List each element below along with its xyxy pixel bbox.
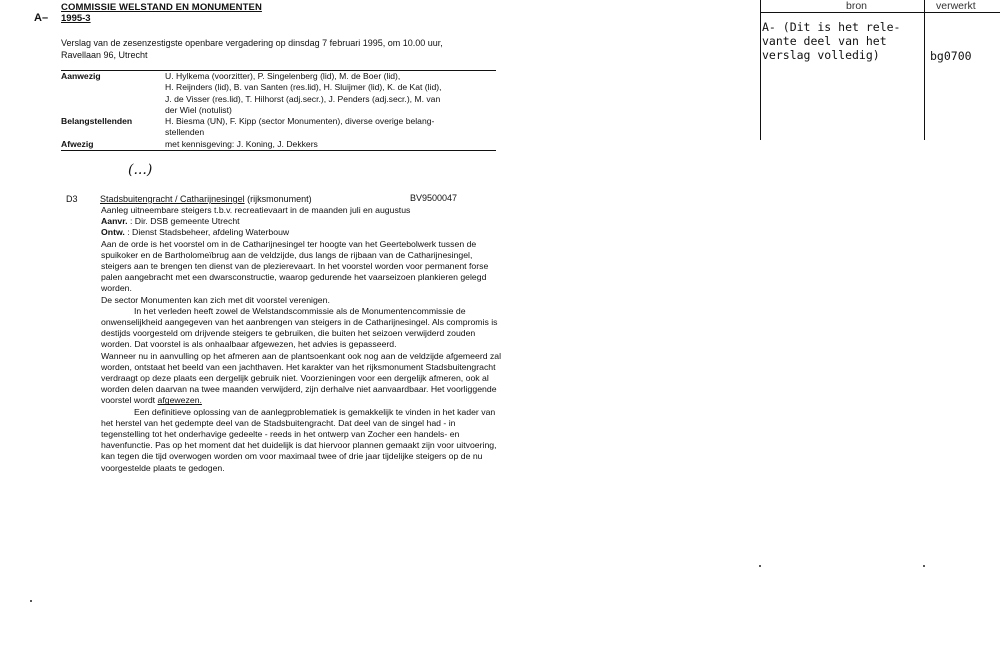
item-code: D3: [66, 194, 78, 204]
absent-line: met kennisgeving: J. Koning, J. Dekkers: [165, 138, 318, 149]
margin-mark: A–: [34, 12, 49, 24]
present-label: Aanwezig: [61, 71, 101, 81]
paragraph-1: Aan de orde is het voorstel om in de Catharijnesingel ter hoogte van het Geertebolwerk tussen de spuikoker en de Bartholomeïbrug aan de veldzijde, dus langs de rijbaan van de Catharijnesingel, steigers aan te brengen ten dienst van de plezierevaart. In het voorstel worden voor permanent forse palen aangebracht met een dwarsconstructie, waarop gedurende het vaarseizoen plankieren gelegd worden.: [101, 238, 489, 294]
column-divider: [924, 0, 925, 140]
absent-list: [165, 139, 496, 150]
item-title-location: Stadsbuitengracht / Catharijnesingel: [100, 194, 245, 204]
attendance-absent-row: [61, 139, 496, 150]
attendance-stakeholders-row: [61, 116, 496, 139]
attendance-present-row: [61, 71, 496, 116]
scan-speck: [923, 565, 925, 567]
source-table: [760, 0, 1000, 140]
scan-speck: [759, 565, 761, 567]
processed-column-header: verwerkt: [936, 0, 976, 12]
applicant-line: [101, 216, 503, 227]
present-line: J. de Visser (res.lid), T. Hilhorst (adj.secr.), J. Penders (adj.secr.), M. van: [165, 93, 441, 104]
report-line-2: Ravellaan 96, Utrecht: [61, 50, 148, 60]
present-list: [165, 71, 496, 116]
designer-value: : Dienst Stadsbeheer, afdeling Waterbouw: [127, 227, 290, 238]
source-cell: A- (Dit is het rele- vante deel van het verslag volledig): [762, 20, 901, 62]
scan-speck: [30, 600, 32, 602]
applicant-label: Aanvr.: [101, 216, 128, 227]
processed-cell: bg0700: [930, 49, 972, 63]
paragraph-5: Een definitieve oplossing van de aanlegproblematiek is gemakkelijk te vinden in het kader van het herstel van het gedempte deel van de Stadsbuitengracht. Dat deel van de singel had - in tegenstelling tot het onderhavige gedeelte - reeds in het ontwerp van Zocher een handels- en havenfunctie. Pas op het moment dat het duidelijk is dat hiervoor plannen gemaakt zijn voor uitvoering, kan tegen die tijd overwogen worden om voor maximaal twee of drie jaar tijdelijke steigers op de nu voorgestelde plaats te gedogen.: [101, 406, 497, 473]
applicant-value: : Dir. DSB gemeente Utrecht: [129, 216, 240, 227]
report-line-1: Verslag van de zesenzestigste openbare vergadering op dinsdag 7 februari 1995, om 10.00 uur,: [61, 38, 443, 48]
absent-label: Afwezig: [61, 138, 94, 149]
stakeholders-line: stellenden: [165, 127, 205, 138]
stakeholders-label: Belangstellenden: [61, 116, 133, 127]
designer-line: [101, 227, 503, 238]
paragraph-4-text: Wanneer nu in aanvulling op het afmeren aan de plantsoenkant ook nog aan de veldzijde afgemeerd zal worden, ontstaat het beeld van een jachthaven. Het karakter van het rijksmonument Stadsbuitengracht verdraagt op deze plaats een dergelijk gebruik niet. Voorzieningen voor een dergelijk afmeren, ook al worden delen daarvan na twee maanden verwijderd, zijn derhalve niet aanvaardbaar. Het voorliggende voorstel wordt: [101, 350, 502, 406]
committee-title: COMMISSIE WELSTAND EN MONUMENTEN: [61, 2, 262, 13]
stakeholders-list: [165, 116, 496, 139]
paragraph-3: In het verleden heeft zowel de Welstandscommissie als de Monumentencommissie de onwenselijkheid aangegeven van het aanbrengen van steigers in de Catharijnesingel. Als compromis is destijds voorgesteld om drijvende steigers te gebruiken, die buiten het seizoen verwijderd zouden worden. Dat voorstel is als onhaalbaar afgewezen, het advies is gepasseerd.: [101, 305, 498, 350]
paragraph-4: [101, 351, 503, 407]
item-subject: Aanleg uitneembare steigers t.b.v. recreatievaart in de maanden juli en augustus: [101, 205, 411, 215]
header-divider: [760, 12, 1000, 13]
report-number: 1995-3: [61, 13, 91, 24]
paragraph-2: De sector Monumenten kan zich met dit voorstel verenigen.: [101, 294, 330, 305]
item-body: [101, 205, 503, 474]
present-line: der Wiel (notulist): [165, 104, 232, 115]
attendance-table: [61, 70, 496, 151]
report-intro: [61, 37, 501, 61]
verdict-rejected: afgewezen.: [157, 395, 202, 406]
stakeholders-line: H. Biesma (UN), F. Kipp (sector Monumenten), diverse overige belang-: [165, 116, 435, 127]
source-column-header: bron: [846, 0, 868, 12]
present-line: H. Reijnders (lid), B. van Santen (res.lid), H. Sluijmer (lid), K. de Kat (lid),: [165, 82, 442, 93]
designer-label: Ontw.: [101, 227, 125, 238]
left-border: [760, 0, 761, 140]
present-line: U. Hylkema (voorzitter), P. Singelenberg (lid), M. de Boer (lid),: [165, 71, 401, 81]
omission-mark: (...): [128, 162, 153, 178]
item-title-status: (rijksmonument): [244, 194, 312, 204]
item-title: [100, 194, 312, 204]
item-reference: BV9500047: [410, 193, 458, 203]
